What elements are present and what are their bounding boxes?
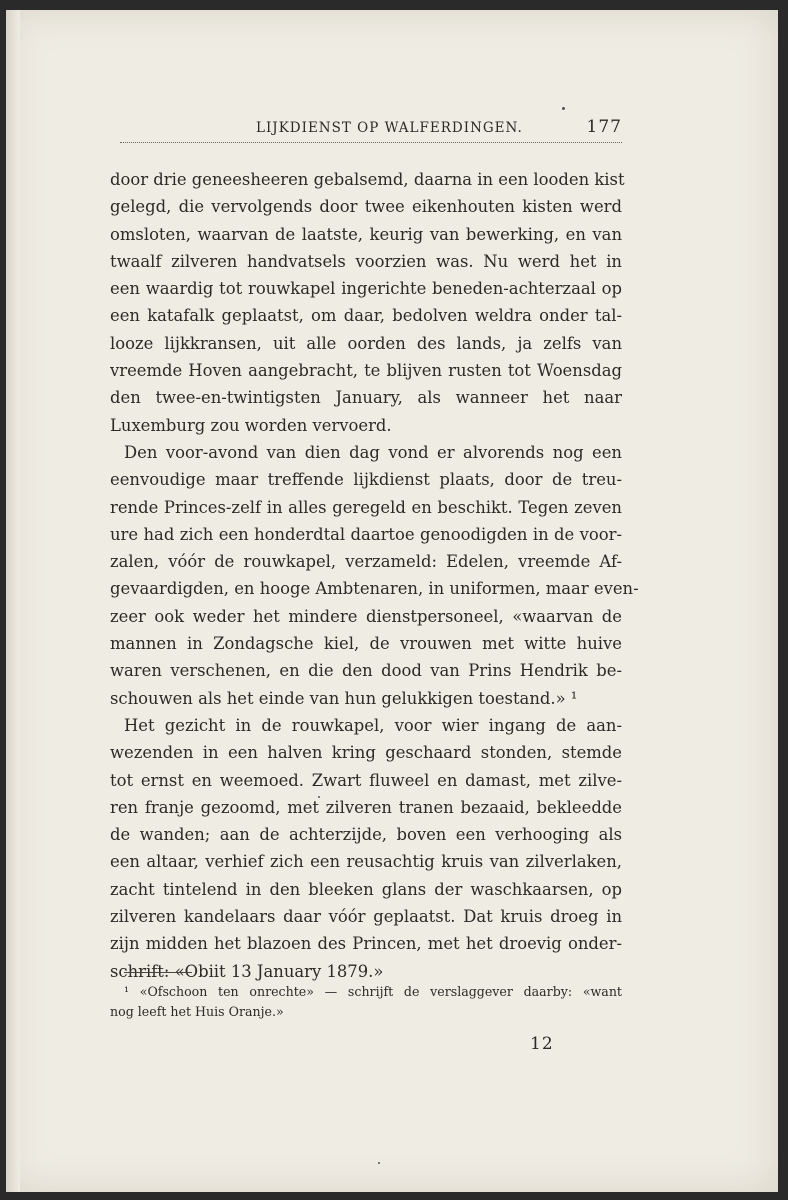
text-line: schrift: «Obiit 13 January 1879.»	[110, 961, 384, 981]
text-line: wezenden in een halven kring geschaard stonden, stemde	[110, 743, 622, 763]
text-line: een waardig tot rouwkapel ingerichte beneden-achterzaal op	[110, 279, 622, 299]
text-line: zalen, vóór de rouwkapel, verzameld: Edelen, vreemde Af-	[110, 552, 622, 572]
text-line: ren franje gezoomd, met zilveren tranen bezaaid, bekleedde	[110, 797, 622, 817]
text-line: zeer ook weder het mindere dienstpersoneel, «waarvan de	[110, 606, 622, 626]
footnotes	[110, 982, 622, 1022]
text-line: schouwen als het einde van hun gelukkigen toestand.» ¹	[110, 688, 578, 708]
footnote-line: ¹ «Ofschoon ten onrechte» — schrijft de verslaggever daarby: «want	[124, 984, 622, 999]
text-line: Het gezicht in de rouwkapel, voor wier ingang de aan-	[124, 715, 622, 735]
header-rule	[120, 142, 622, 143]
text-line: Den voor-avond van dien dag vond er alvorends nog een	[124, 442, 622, 462]
paper-speck	[318, 796, 320, 798]
running-title: LIJKDIENST OP WALFERDINGEN.	[256, 120, 523, 136]
text-line: de wanden; aan de achterzijde, boven een verhooging als	[110, 825, 622, 845]
text-line: eenvoudige maar treffende lijkdienst plaats, door de treu-	[110, 470, 622, 490]
paper-speck	[562, 107, 565, 110]
text-line: gevaardigden, en hooge Ambtenaren, in uniformen, maar even-	[110, 579, 639, 599]
text-line: gelegd, die vervolgends door twee eikenhouten kisten werd	[110, 197, 622, 217]
running-header	[110, 117, 622, 148]
text-line: omsloten, waarvan de laatste, keurig van bewerking, en van	[110, 224, 622, 244]
footnote-line: nog leeft het Huis Oranje.»	[110, 1004, 284, 1019]
body-text	[110, 166, 639, 985]
text-line: looze lijkkransen, uit alle oorden des lands, ja zelfs van	[110, 333, 622, 353]
footnote-rule	[124, 972, 192, 973]
text-line: zacht tintelend in den bleeken glans der waschkaarsen, op	[110, 879, 622, 899]
text-line: mannen in Zondagsche kiel, de vrouwen met witte huive	[110, 634, 622, 654]
text-line: waren verschenen, en die den dood van Prins Hendrik be-	[110, 661, 622, 681]
signature-mark: 12	[530, 1034, 554, 1054]
text-line: Luxemburg zou worden vervoerd.	[110, 415, 392, 435]
text-line: een altaar, verhief zich een reusachtig kruis van zilverlaken,	[110, 852, 622, 872]
text-line: een katafalk geplaatst, om daar, bedolven weldra onder tal-	[110, 306, 622, 326]
paper-speck	[378, 1162, 380, 1164]
text-line: ure had zich een honderdtal daartoe genoodigden in de voor-	[110, 524, 622, 544]
text-line: door drie geneesheeren gebalsemd, daarna in een looden kist	[110, 170, 625, 189]
text-line: zilveren kandelaars daar vóór geplaatst. Dat kruis droeg in	[110, 907, 622, 927]
text-line: rende Princes-zelf in alles geregeld en beschikt. Tegen zeven	[110, 497, 622, 517]
text-line: twaalf zilveren handvatsels voorzien was. Nu werd het in	[110, 251, 622, 271]
text-line: tot ernst en weemoed. Zwart fluweel en damast, met zilve-	[110, 770, 622, 790]
text-line: den twee-en-twintigsten January, als wanneer het naar	[110, 388, 622, 408]
text-line: zijn midden het blazoen des Princen, met het droevig onder-	[110, 934, 622, 954]
page-spine-shadow	[6, 10, 20, 1192]
text-line: vreemde Hoven aangebracht, te blijven rusten tot Woensdag	[110, 361, 622, 381]
page-number: 177	[586, 117, 622, 137]
book-page	[6, 10, 778, 1192]
